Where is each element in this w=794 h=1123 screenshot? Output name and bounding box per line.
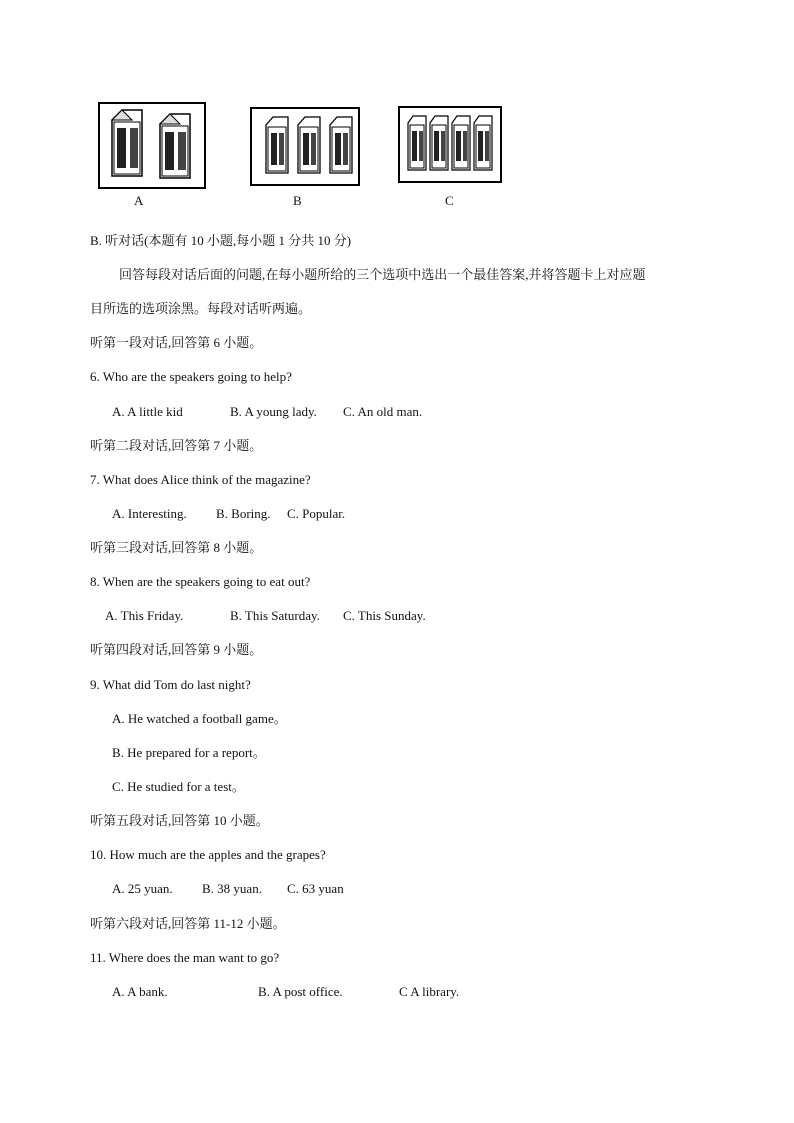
option-a: A. This Friday. bbox=[105, 608, 184, 623]
figure-c-box bbox=[398, 106, 502, 183]
dialog-heading: 听第一段对话,回答第 6 小题。 bbox=[90, 335, 263, 350]
option-a: A. He watched a football game。 bbox=[112, 711, 287, 726]
option-c: C. He studied for a test。 bbox=[112, 779, 245, 794]
option-c: C. Popular. bbox=[287, 506, 346, 521]
option-b: B. He prepared for a report。 bbox=[112, 745, 266, 760]
section-title: B. 听对话(本题有 10 小题,每小题 1 分共 10 分) bbox=[90, 233, 352, 248]
option-b: B. A post office. bbox=[258, 984, 343, 999]
option-b: B. This Saturday. bbox=[230, 608, 320, 623]
instruction-line-2: 目所选的选项涂黑。每段对话听两遍。 bbox=[90, 301, 312, 316]
option-c: C. 63 yuan bbox=[287, 881, 344, 896]
figure-b-box bbox=[250, 107, 360, 186]
milk-carton-icon bbox=[330, 117, 352, 173]
milk-carton-icon bbox=[430, 116, 448, 170]
milk-cartons-image bbox=[100, 104, 204, 187]
figure-c-label: C bbox=[445, 193, 454, 208]
option-b: B. 38 yuan. bbox=[202, 881, 262, 896]
question-text: 9. What did Tom do last night? bbox=[90, 677, 251, 692]
option-a: A. 25 yuan. bbox=[112, 881, 173, 896]
option-a: A. A bank. bbox=[112, 984, 168, 999]
dialog-heading: 听第六段对话,回答第 11-12 小题。 bbox=[90, 916, 286, 931]
dialog-heading: 听第四段对话,回答第 9 小题。 bbox=[90, 642, 263, 657]
milk-carton-icon bbox=[298, 117, 320, 173]
milk-carton-icon bbox=[112, 110, 142, 176]
option-b: B. A young lady. bbox=[230, 404, 317, 419]
milk-cartons-image bbox=[252, 109, 358, 184]
question-text: 8. When are the speakers going to eat out? bbox=[90, 574, 311, 589]
question-text: 10. How much are the apples and the grapes? bbox=[90, 847, 326, 862]
dialog-heading: 听第三段对话,回答第 8 小题。 bbox=[90, 540, 263, 555]
option-a: A. Interesting. bbox=[112, 506, 187, 521]
question-text: 7. What does Alice think of the magazine? bbox=[90, 472, 311, 487]
figure-a-label: A bbox=[134, 193, 144, 208]
dialog-heading: 听第五段对话,回答第 10 小题。 bbox=[90, 813, 269, 828]
milk-carton-icon bbox=[474, 116, 492, 170]
milk-carton-icon bbox=[452, 116, 470, 170]
milk-carton-icon bbox=[408, 116, 426, 170]
instruction-line-1: 回答每段对话后面的问题,在每小题所给的三个选项中选出一个最佳答案,并将答题卡上对应题 bbox=[119, 267, 646, 282]
milk-carton-icon bbox=[266, 117, 288, 173]
milk-cartons-image bbox=[400, 108, 500, 181]
option-b: B. Boring. bbox=[216, 506, 271, 521]
question-text: 6. Who are the speakers going to help? bbox=[90, 369, 292, 384]
figure-a-box bbox=[98, 102, 206, 189]
option-c: C. This Sunday. bbox=[343, 608, 426, 623]
milk-carton-icon bbox=[160, 114, 190, 178]
question-text: 11. Where does the man want to go? bbox=[90, 950, 280, 965]
option-c: C. An old man. bbox=[343, 404, 423, 419]
option-a: A. A little kid bbox=[112, 404, 183, 419]
dialog-heading: 听第二段对话,回答第 7 小题。 bbox=[90, 438, 263, 453]
figure-b-label: B bbox=[293, 193, 302, 208]
option-c: C A library. bbox=[399, 984, 460, 999]
